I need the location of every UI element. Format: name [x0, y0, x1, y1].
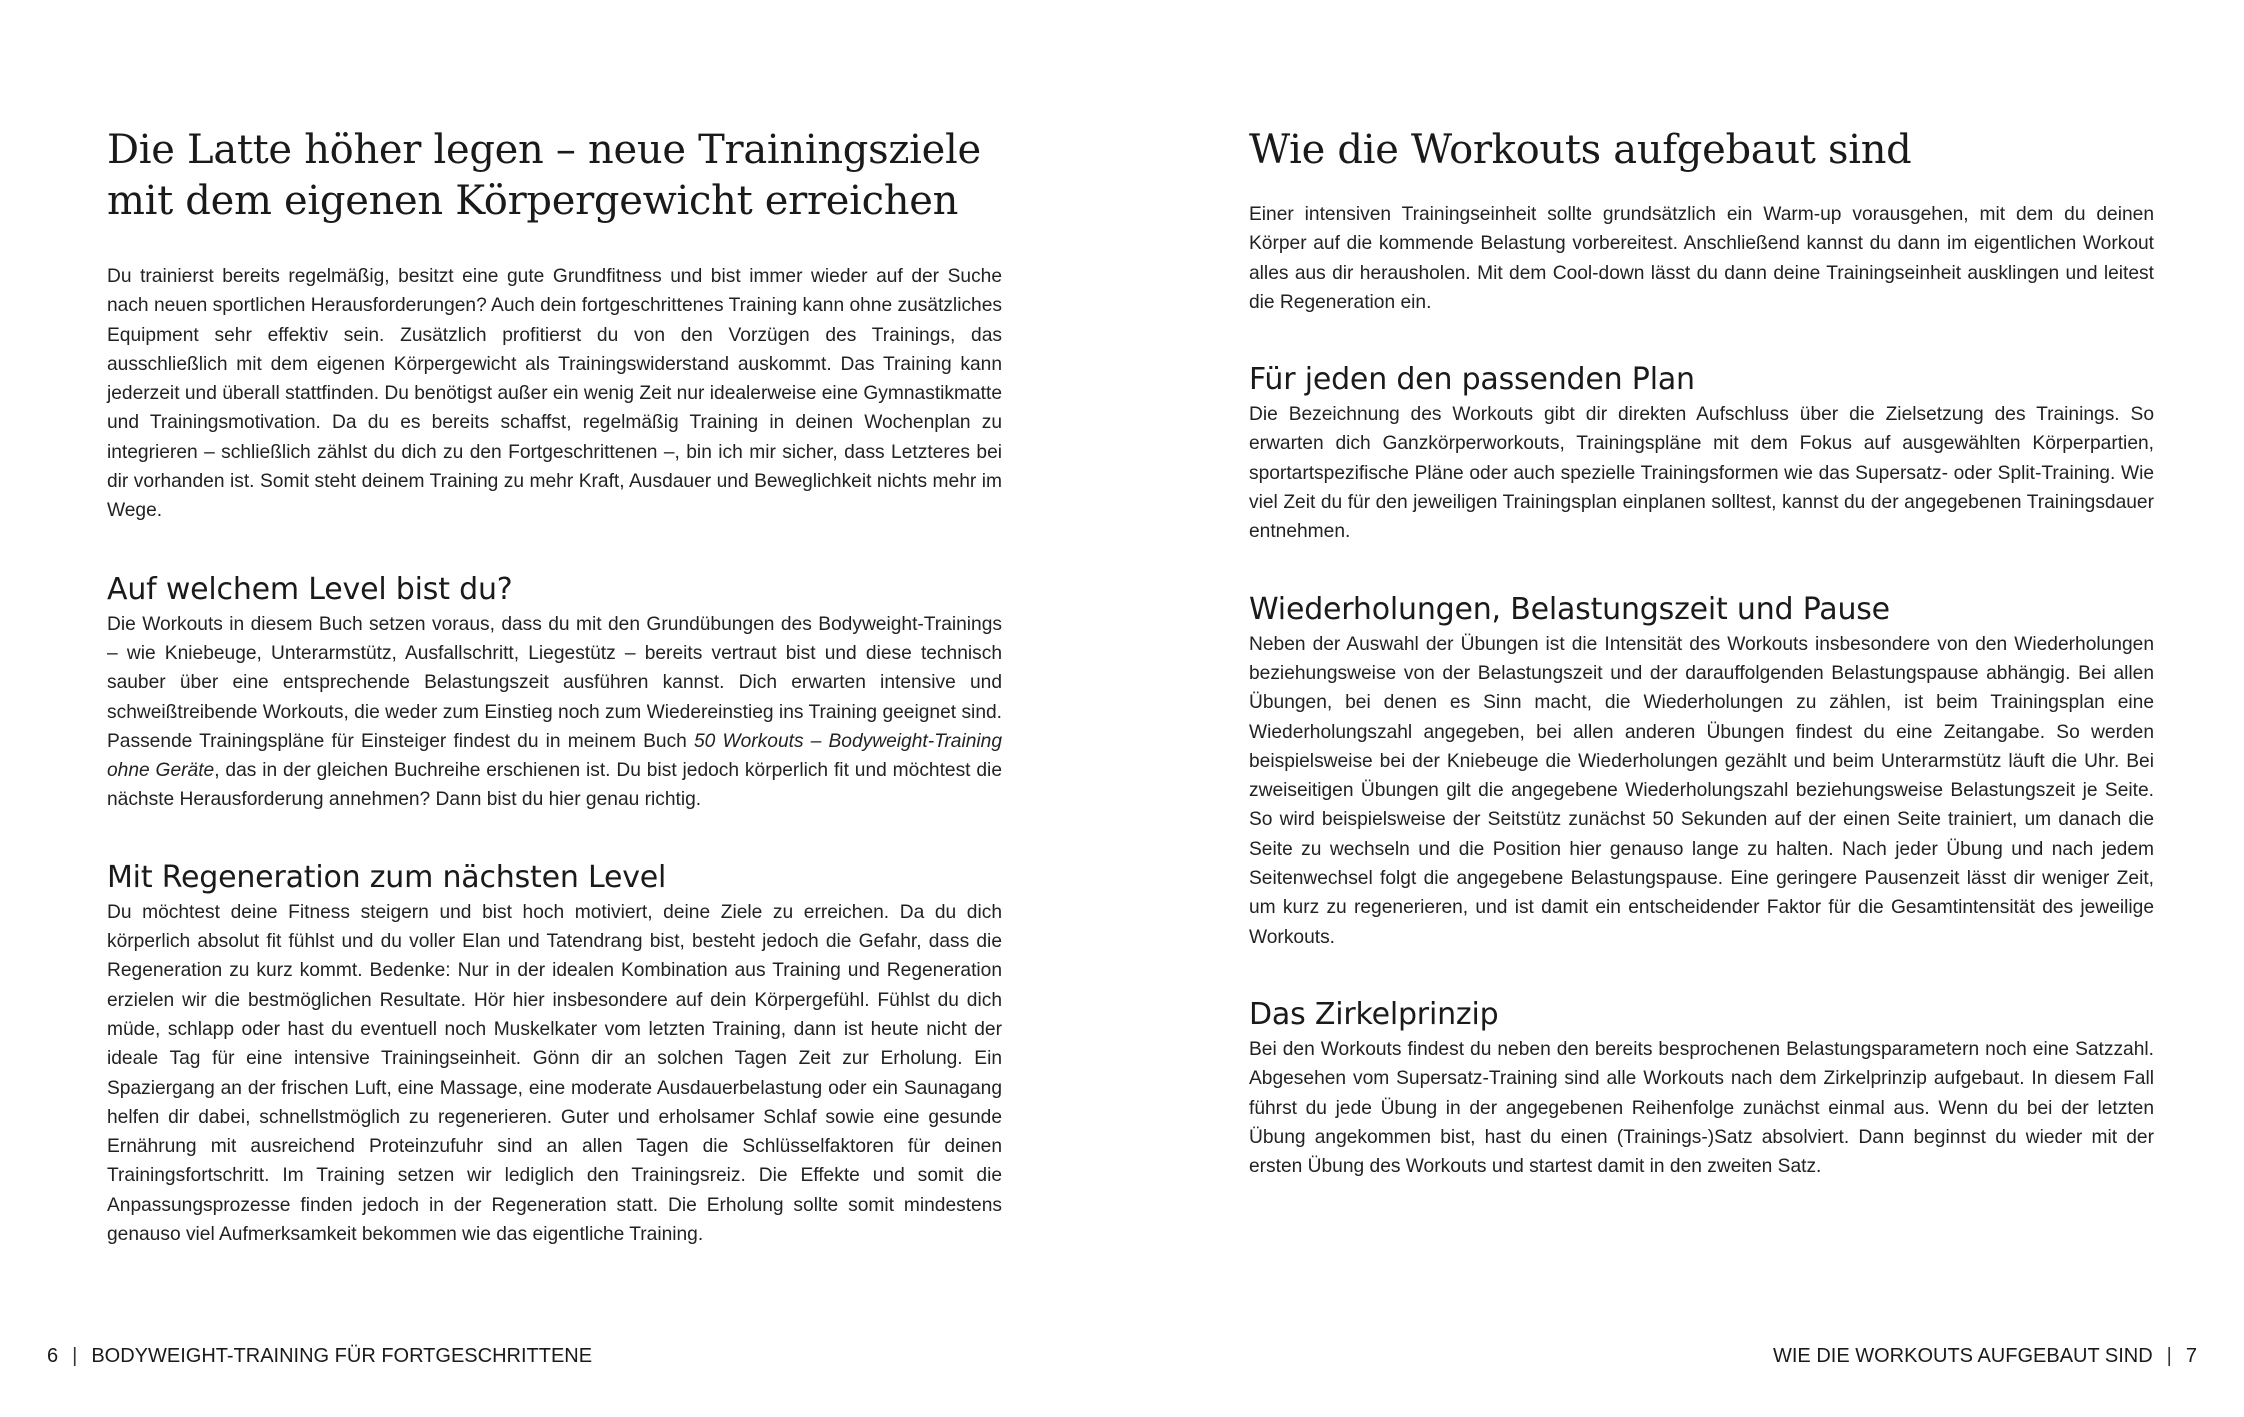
page-number: 6 [47, 1345, 59, 1367]
page-number: 7 [2185, 1345, 2197, 1367]
section-heading: Wiederholungen, Belastungszeit und Pause [1249, 591, 1890, 627]
section-paragraph: Die Bezeichnung des Workouts gibt dir direkten Aufschluss über die Zielsetzung des Trainings. So erwarten dich Ganzkörperworkouts, Trainingspläne mit dem Fokus auf ausgewählten Körperpartien, sportartspezifische Pläne oder auch spezielle Trainingsformen wie das Supersatz- oder Split-Training. Wie viel Zeit du für den jeweiligen Trainingsplan einplanen solltest, kannst du der angegebenen Trainingsdauer entnehmen. [1249, 404, 2154, 543]
right-column [1249, 125, 2154, 1225]
book-title-italic: 50 Workouts – Bodyweight-Training ohne Geräte [107, 730, 1002, 782]
footer-separator: | [2166, 1345, 2172, 1367]
paragraph-text: Die Workouts in diesem Buch setzen voraus, dass du mit den Grundübungen des Bodyweight-Trainings – wie Kniebeuge, Unterarmstütz, Ausfallschritt, Liegestütz – bereits vertraut bist und diese technisch sauber über eine entsprechende Belastungszeit ausführen kannst. Dich erwarten intensive und schweißtreibende Workouts, die weder zum Einstieg noch zum Wiedereinstieg ins Training geeignet sind. Passende Trainingspläne für Einsteiger findest du in meinem Buch [107, 613, 1002, 752]
section-level [107, 571, 1002, 815]
page-footer-right [1773, 1343, 2197, 1369]
footer-separator: | [72, 1345, 78, 1367]
page-title: Wie die Workouts aufgebaut sind [1249, 127, 1912, 173]
section-heading: Für jeden den passenden Plan [1249, 362, 1695, 398]
running-title: BODYWEIGHT-TRAINING FÜR FORTGESCHRITTENE [91, 1345, 593, 1367]
section-heading: Auf welchem Level bist du? [107, 571, 513, 607]
intro-paragraph: Du trainierst bereits regelmäßig, besitzt eine gute Grundfitness und bist immer wieder auf der Suche nach neuen sportlichen Herausforderungen? Auch dein fortgeschrittenes Training kann ohne zusätzliches Equipment sehr effektiv sein. Zusätzlich profitierst du von den Vorzügen des Trainings, das ausschließlich mit dem eigenen Körpergewicht als Trainingswiderstand auskommt. Das Training kann jederzeit und überall stattfinden. Du benötigst außer ein wenig Zeit nur idealerweise eine Gymnastikmatte und Trainingsmotivation. Da du es bereits schaffst, regelmäßig Training in deinen Wochenplan zu integrieren – schließlich zählst du dich zu den Fortgeschrittenen –, bin ich mir sicher, dass Letzteres bei dir vorhanden ist. Somit steht deinem Training zu mehr Kraft, Ausdauer und Beweglichkeit nichts mehr im Wege. [107, 266, 1002, 522]
page-title: Die Latte höher legen – neue Trainingsziele mit dem eigenen Körpergewicht erreichen [107, 127, 981, 224]
section-heading: Das Zirkelprinzip [1249, 996, 1499, 1032]
section-repetitions [1249, 591, 2154, 952]
right-page [1122, 0, 2244, 1417]
section-heading: Mit Regeneration zum nächsten Level [107, 859, 667, 895]
left-column [107, 125, 1002, 1249]
page-footer-left [47, 1343, 592, 1369]
section-plan [1249, 361, 2154, 546]
intro-paragraph: Einer intensiven Trainingseinheit sollte grundsätzlich ein Warm-up vorausgehen, mit dem du deinen Körper auf die kommende Belastung vorbereitest. Anschließend kannst du dann im eigentlichen Workout alles aus dir herausholen. Mit dem Cool-down lässt du dann deine Trainingseinheit ausklingen und leitest die Regeneration ein. [1249, 204, 2154, 313]
section-paragraph: Neben der Auswahl der Übungen ist die Intensität des Workouts insbesondere von den Wiederholungen beziehungsweise von der Belastungszeit und der darauffolgenden Belastungspause abhängig. Bei allen Übungen, bei denen es Sinn macht, die Wiederholungen zu zählen, ist beim Trainingsplan eine Wiederholungszahl angegeben, bei allen anderen Übungen findest du eine Zeitangabe. So werden beispielsweise bei der Kniebeuge die Wiederholungen gezählt und beim Unterarmstütz läuft die Uhr. Bei zweiseitigen Übungen gilt die angegebene Wiederholungszahl beziehungsweise Belastungszeit je Seite. So wird beispielsweise der Seitstütz zunächst 50 Sekunden auf der einen Seite trainiert, um danach die Seite zu wechseln und die Position hier genauso lange zu halten. Nach jeder Übung und nach jedem Seitenwechsel folgt die angegebene Belastungspause. Eine geringere Pausenzeit lässt dir weniger Zeit, um kurz zu regenerieren, und ist damit ein entscheidender Faktor für die Gesamtintensität des jeweilige Workouts. [1249, 633, 2154, 948]
paragraph-text: , das in der gleichen Buchreihe erschienen ist. Du bist jedoch körperlich fit und möchtest die nächste Herausforderung annehmen? Dann bist du hier genau richtig. [107, 760, 1002, 811]
section-paragraph: Bei den Workouts findest du neben den bereits besprochenen Belastungsparametern noch eine Satzzahl. Abgesehen vom Supersatz-Training sind alle Workouts nach dem Zirkelprinzip aufgebaut. In diesem Fall führst du jede Übung in der angegebenen Reihenfolge zunächst einmal aus. Wenn du bei der letzten Übung angekommen bist, hast du einen (Trainings-)Satz absolviert. Dann beginnst du wieder mit der ersten Übung des Workouts und startest damit in den zweiten Satz. [1249, 1038, 2154, 1178]
section-regeneration [107, 859, 1002, 1250]
section-circuit [1249, 996, 2154, 1181]
section-paragraph [107, 610, 1002, 815]
section-paragraph: Du möchtest deine Fitness steigern und bist hoch motiviert, deine Ziele zu erreichen. Da du dich körperlich absolut fit fühlst und du voller Elan und Tatendrang bist, besteht jedoch die Gefahr, dass die Regeneration zu kurz kommt. Bedenke: Nur in der idealen Kombination aus Training und Regeneration erzielen wir die bestmöglichen Resultate. Hör hier insbesondere auf dein Körpergefühl. Fühlst du dich müde, schlapp oder hast du eventuell noch Muskelkater vom letzten Training, dann ist heute nicht der ideale Tag für eine intensive Trainingseinheit. Gönn dir an solchen Tagen Zeit zur Erholung. Ein Spaziergang an der frischen Luft, eine Massage, eine moderate Ausdauerbelastung oder ein Saunagang helfen dir dabei, schnellstmöglich zu regenerieren. Guter und erholsamer Schlaf sowie eine gesunde Ernährung mit ausreichend Proteinzufuhr sind an allen Tagen die Schlüsselfaktoren für deinen Trainingsfortschritt. Im Training setzen wir lediglich den Trainingsreiz. Die Effekte und somit die Anpassungsprozesse finden jedoch in der Regeneration statt. Die Erholung sollte somit mindestens genauso viel Aufmerksamkeit bekommen wie das eigentliche Training. [107, 901, 1002, 1246]
running-title: WIE DIE WORKOUTS AUFGEBAUT SIND [1773, 1345, 2153, 1367]
